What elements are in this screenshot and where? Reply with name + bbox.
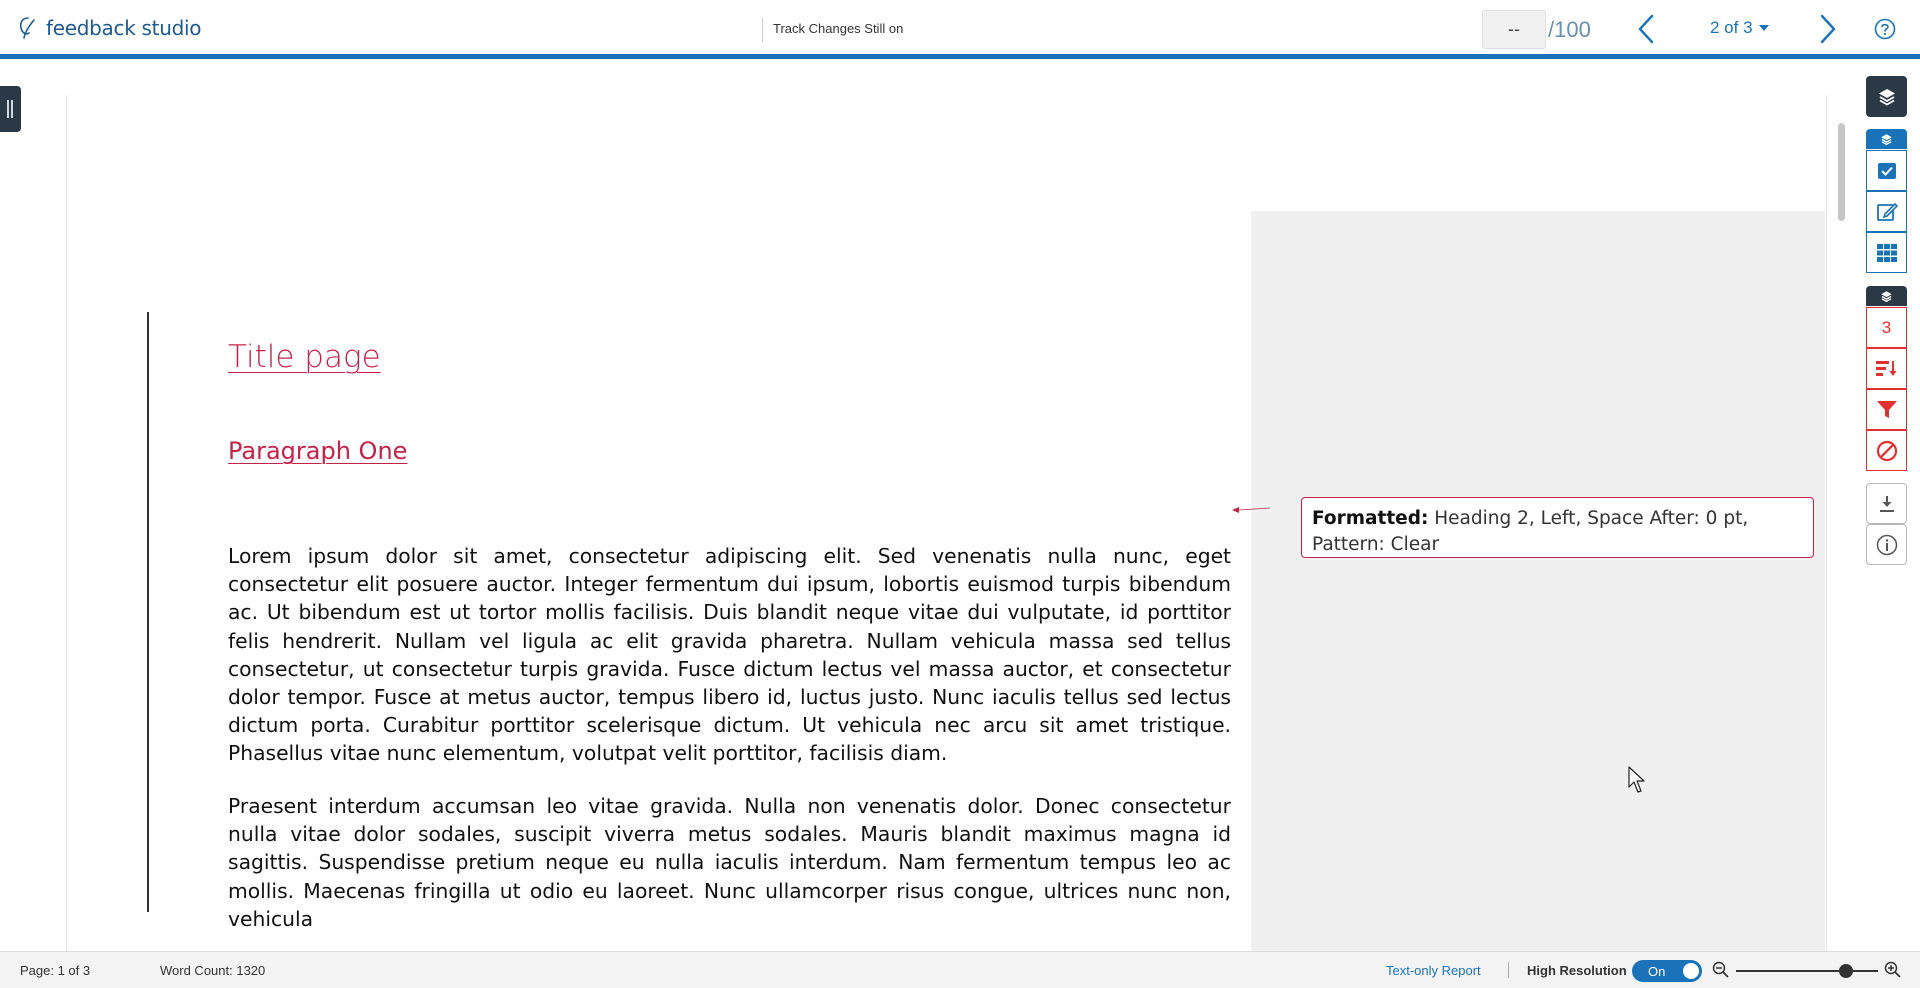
info-icon bbox=[1876, 534, 1898, 556]
track-changes-margin bbox=[1251, 211, 1825, 951]
layers-icon bbox=[1877, 87, 1897, 107]
zoom-out-icon[interactable] bbox=[1712, 961, 1730, 979]
download-button[interactable] bbox=[1866, 483, 1907, 524]
grid-icon bbox=[1877, 244, 1897, 262]
document-scrollbar[interactable] bbox=[1838, 123, 1845, 221]
formatting-change-balloon[interactable] bbox=[1301, 497, 1814, 558]
body-paragraph: Praesent interdum accumsan leo vitae gravida. Nulla non venenatis dolor. Donec consectetur nulla vitae dolor sodales, suscipit viverra metus sodales. Mauris blandit maximus magna id sagittis. Suspendisse pretium neque eu nulla iaculis interdum. Nam fermentum tempus leo ac mollis. Maecenas fringilla ut odio eu laoreet. Nunc ullamcorper risus congue, ultrices nunc non, vehicula bbox=[228, 794, 1231, 931]
toggle-state: On bbox=[1648, 964, 1666, 979]
zoom-slider-track[interactable] bbox=[1736, 970, 1878, 972]
toggle-knob bbox=[1683, 963, 1699, 979]
word-count: Word Count: 1320 bbox=[160, 963, 266, 978]
rubric-button[interactable] bbox=[1866, 232, 1907, 273]
match-count-button[interactable] bbox=[1866, 307, 1907, 348]
balloon-text: Heading 2, Left, Space After: 0 pt, Pattern: Clear bbox=[1312, 508, 1749, 555]
previous-paper-button[interactable] bbox=[1632, 12, 1662, 46]
change-bar bbox=[147, 312, 149, 912]
top-bar bbox=[0, 0, 1920, 59]
next-paper-button[interactable] bbox=[1812, 12, 1842, 46]
similarity-layer-header[interactable] bbox=[1866, 286, 1907, 306]
feedback-summary-button[interactable] bbox=[1866, 191, 1907, 232]
edit-icon bbox=[1876, 201, 1898, 223]
checkbox-icon bbox=[1877, 161, 1897, 181]
mouse-cursor-icon bbox=[1628, 766, 1646, 794]
divider bbox=[1508, 962, 1509, 978]
exclude-sources-button[interactable] bbox=[1866, 430, 1907, 471]
page-indicator: Page: 1 of 3 bbox=[20, 963, 91, 978]
sort-list-icon bbox=[1876, 360, 1898, 378]
grading-layer-header[interactable] bbox=[1866, 129, 1907, 149]
paper-selector-label: 2 of 3 bbox=[1710, 18, 1753, 37]
grade-total: /100 bbox=[1548, 17, 1591, 42]
document-heading: Paragraph One bbox=[228, 437, 408, 465]
caret-down-icon bbox=[1759, 25, 1769, 31]
app-logo bbox=[18, 16, 201, 40]
submission-info-button[interactable] bbox=[1866, 524, 1907, 565]
block-icon bbox=[1876, 440, 1898, 462]
page-edge-right bbox=[1826, 95, 1827, 951]
help-icon[interactable] bbox=[1874, 18, 1896, 40]
body-paragraph: Lorem ipsum dolor sit amet, consectetur adipiscing elit. Sed venenatis nulla nunc, eget consectetur elit posuere auctor. Integer fermentum dui ipsum, lobortis euismod turpis bibendum ac. Ut bibendum est ut tortor mollis facilisis. Duis blandit neque vitae dui vulputate, id porttitor felis hendrerit. Nullam vel ligula ac elit gravida pharetra. Nullam vehicula massa sed tellus consectetur, ut consectetur turpis gravida. Fusce dictum lectus vel massa auctor, et consectetur dolor tempor. Fusce at metus auctor, tempus libero id, luctus justo. Nunc iaculis tellus sed lectus dictum porta. Curabitur porttitor scelerisque dictum. Ut vehicula nec arcu sit amet tristique. Phasellus vitae nunc elementum, volutpat velit porttitor, facilisis diam. bbox=[228, 544, 1231, 766]
comment-connector bbox=[1232, 505, 1270, 515]
zoom-slider-handle[interactable] bbox=[1839, 964, 1853, 978]
text-only-report-link[interactable]: Text-only Report bbox=[1386, 963, 1481, 978]
feedback-studio-logo-icon bbox=[18, 16, 38, 40]
match-count: 3 bbox=[1881, 317, 1892, 337]
page-edge-left bbox=[66, 95, 67, 951]
logo-text: feedback studio bbox=[46, 16, 202, 40]
balloon-label: Formatted: bbox=[1312, 508, 1429, 529]
paper-selector[interactable] bbox=[1710, 18, 1769, 38]
document-title-text: Title page bbox=[228, 339, 381, 375]
grade-input[interactable]: -- bbox=[1482, 10, 1546, 49]
zoom-in-icon[interactable] bbox=[1884, 961, 1902, 979]
match-overview-button[interactable] bbox=[1866, 348, 1907, 389]
status-bar bbox=[0, 951, 1920, 988]
filter-icon bbox=[1877, 401, 1897, 419]
download-icon bbox=[1879, 495, 1895, 513]
layers-icon bbox=[1880, 290, 1893, 303]
layers-button[interactable] bbox=[1866, 76, 1907, 117]
high-resolution-label: High Resolution bbox=[1527, 963, 1627, 978]
layers-icon bbox=[1880, 133, 1893, 146]
side-panel-handle[interactable] bbox=[0, 86, 21, 132]
grademark-button[interactable] bbox=[1866, 150, 1907, 191]
high-resolution-toggle[interactable] bbox=[1632, 960, 1702, 982]
filter-button[interactable] bbox=[1866, 389, 1907, 430]
document-title: Track Changes Still on bbox=[762, 18, 903, 42]
